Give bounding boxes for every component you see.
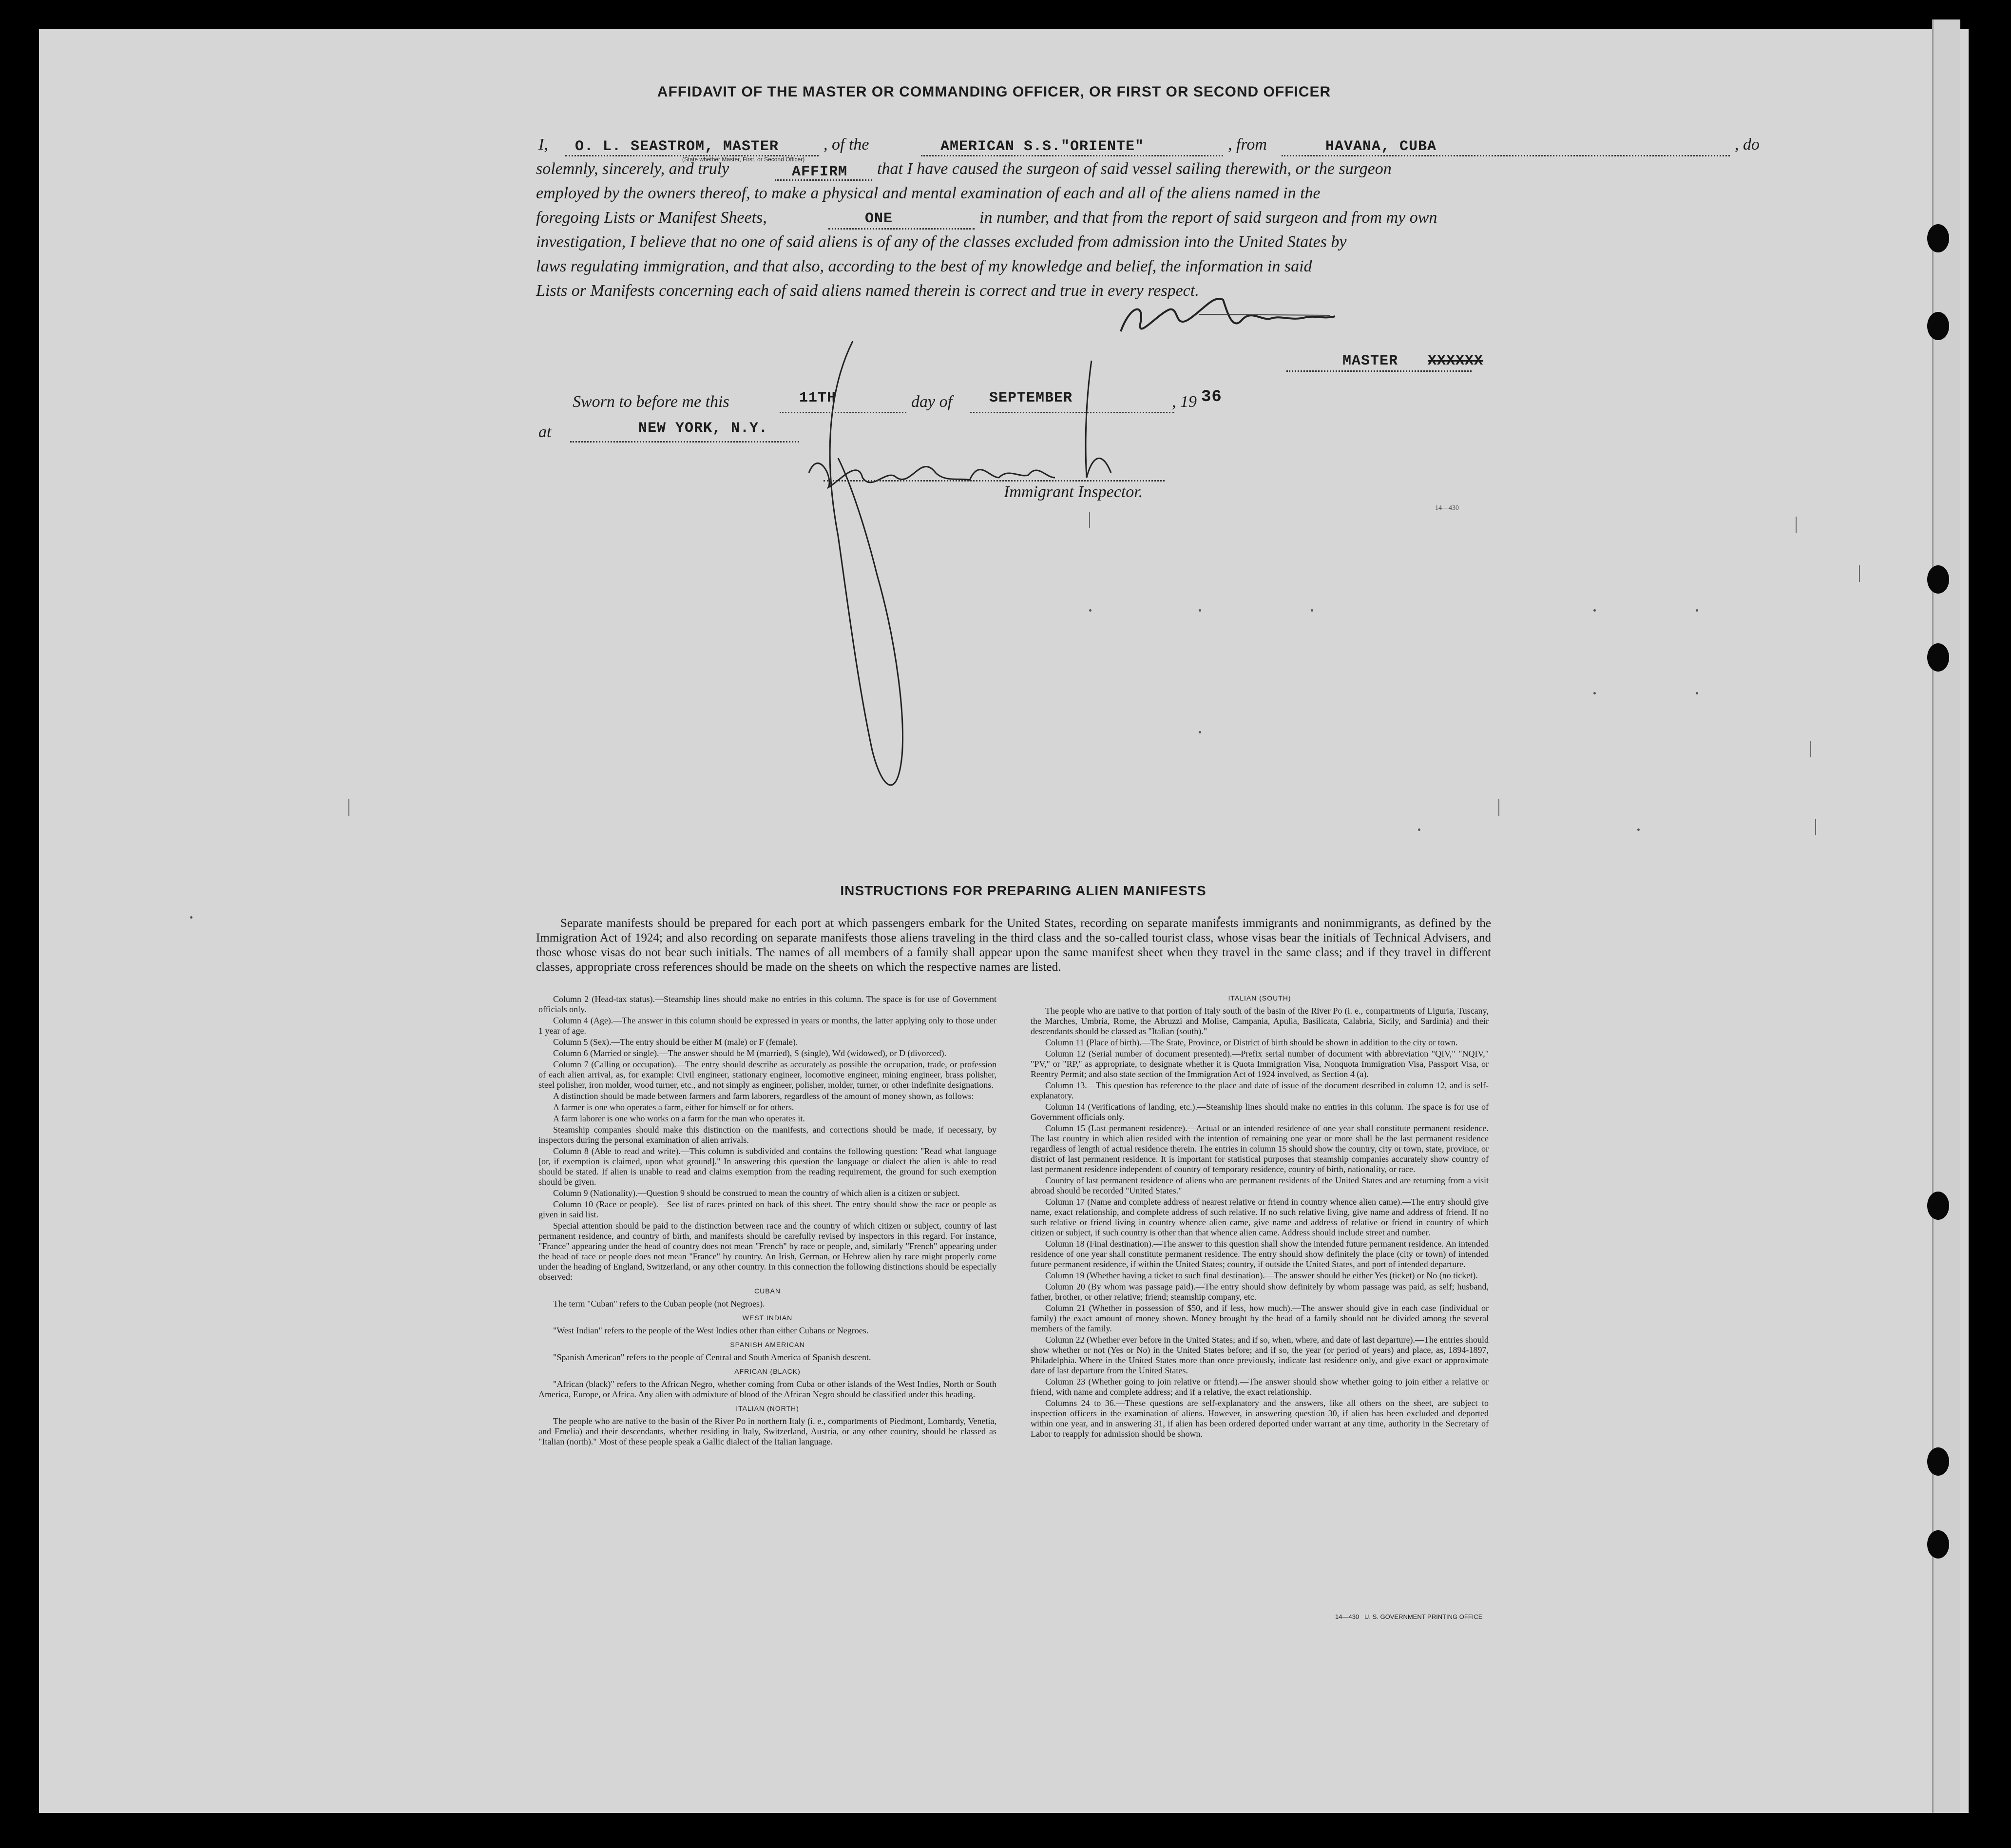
instruction-paragraph: Column 2 (Head-tax status).—Steamship lines should make no entries in this column. The space is for use of Government officials only. [538,994,996,1014]
instruction-paragraph: A farm laborer is one who works on a farm for the man who operates it. [553,1114,805,1123]
count-line [828,228,975,230]
instruction-paragraph: "African (black)" refers to the African Negro, whether coming from Cuba or other islands of the West Indies, North or South America, Europe, or Africa. Any alien with admixture of blood of the African Negro should be classified under this heading. [538,1379,996,1399]
section-heading: SPANISH AMERICAN [730,1341,805,1348]
bleed-mark [1637,828,1640,831]
instruction-paragraph: Column 13.—This question has reference to the place and date of issue of the document described in column 12, and is self-explanatory. [1031,1080,1489,1100]
bleed-mark [1810,741,1811,757]
ship-line [921,155,1223,156]
text-line7: Lists or Manifests concerning each of said aliens named therein is correct and true in every respect. [536,282,1199,300]
bleed-mark [1696,692,1698,694]
text-line6: laws regulating immigration, and that also, according to the best of my knowledge and belief, the information in said [536,257,1312,275]
bleed-mark [1815,819,1816,835]
sworn-place: NEW YORK, N.Y. [638,420,768,437]
instruction-paragraph: Column 14 (Verifications of landing, etc.).—Steamship lines should make no entries in this column. The space is for use of Government officials only. [1031,1102,1489,1122]
rank-line [1286,370,1472,372]
instruction-paragraph: The people who are native to the basin of the River Po in northern Italy (i. e., compartments of Piedmont, Lombardy, Venetia, and Emelia) and their descendants, whether residing in Italy, Switzerland, Austria, or any other country, should be classed as "Italian (north)." Most of these people speak a Gallic dialect of the Italian language. [538,1416,996,1446]
instruction-paragraph: Column 19 (Whether having a ticket to such final destination).—The answer should be either Yes (ticket) or No (no ticket). [1045,1270,1478,1280]
bleed-mark [1311,609,1313,612]
instruction-paragraph: "West Indian" refers to the people of the West Indies other than either Cubans or Negroes. [553,1326,869,1335]
instruction-paragraph: Columns 24 to 36.—These questions are self-explanatory and the answers, like all others on the sheet, are subject to inspection officers in the examination of aliens. However, in answering question 30, if alien has been excluded and deported within one year, and in answering 31, if alien has been ordered deported under warrant at any time, authority in the Secretary of Labor to reapply for admission should be shown. [1031,1398,1489,1439]
text-from: , from [1228,135,1267,154]
form-number: 14—430 [1435,504,1459,512]
text-do: , do [1735,135,1760,154]
officer-note: (State whether Master, First, or Second Officer) [682,156,805,163]
inspector-signature [799,331,1189,819]
bleed-mark [1696,609,1698,612]
section-heading: AFRICAN (BLACK) [734,1367,801,1375]
affidavit-title: AFFIDAVIT OF THE MASTER OR COMMANDING OFFICER, OR FIRST OR SECOND OFFICER [657,84,1331,100]
instruction-paragraph: Column 4 (Age).—The answer in this column should be expressed in years or months, the latter applying only to those under 1 year of age. [538,1016,996,1036]
bleed-mark [1498,799,1499,816]
section-heading: ITALIAN (NORTH) [736,1405,799,1412]
instruction-paragraph: Column 8 (Able to read and write).—This column is subdivided and contains the following question: "Read what language [or, if exemption is claimed, upon what ground]." In answering this question the language or dialect the alien is able to read should be stated. If alien is unable to read and claims exemption from the reading requirement, the ground for such exemption should be given. [538,1146,996,1187]
text-year-prefix: , 19 [1172,393,1197,411]
instruction-paragraph: Country of last permanent residence of aliens who are permanent residents of the United States and are returning from a visit abroad should be recorded "United States." [1031,1175,1489,1195]
sworn-year: 36 [1201,388,1222,406]
punch-hole [1927,1447,1949,1476]
punch-hole [1927,565,1949,594]
bleed-mark [1593,609,1596,612]
text-day-of: day of [911,393,953,411]
punch-hole [1927,312,1949,340]
instruction-paragraph: Column 5 (Sex).—The entry should be either M (male) or F (female). [553,1037,798,1047]
instruction-paragraph: Special attention should be paid to the distinction between race and the country of which citizen or subject, country of last permanent residence, and country of birth, and manifests should be carefully revised by inspectors in this regard. For instance, "France" appearing under the head of country does not mean "French" by race or people, and, similarly "French" appearing under the head of race or people does not mean "France" by country. An Irish, German, or Hebrew alien by race might properly come under the heading of England, Switzerland, or any other country. In this connection the following distinctions should be especially observed: [538,1221,996,1282]
inspector-title: Immigrant Inspector. [1004,483,1143,501]
instructions-intro: Separate manifests should be prepared for each port at which passengers embark for the United States, recording on separate manifests immigrants and nonimmigrants, as defined by the Immigration Act of 1924; and also recording on separate manifests those aliens traveling in the third class and the so-called tourist class, whose visas bear the initials of Technical Advisers, and those whose visas do not bear such initials. The names of all members of a family shall appear upon the same manifest sheet when they travel in the same class; and if they travel in different classes, appropriate cross references should be made on the sheets on which the respective names are listed. [536,917,1491,974]
rank-struck: XXXXXX [1428,353,1484,369]
instructions-left-column [538,994,996,1447]
bleed-mark [1796,517,1797,533]
master-name: O. L. SEASTROM, MASTER [575,138,779,155]
instruction-paragraph: Column 17 (Name and complete address of nearest relative or friend in country whence alien came).—The entry should give name, exact relationship, and complete address of such relative. If no such relative living, give name and address of friend. If no such relative or friend living in country whence alien came, give name and address of relative or friend in country of which citizen or subject, if such country is other than that whence alien came. Address should include street and number. [1031,1197,1489,1237]
punch-hole [1927,224,1949,252]
footer-form-number: 14—430 [1335,1613,1360,1620]
bleed-mark [1199,731,1201,733]
instruction-paragraph: A distinction should be made between farmers and farm laborers, regardless of the amount of money shown, as follows: [553,1091,974,1101]
instruction-paragraph: Steamship companies should make this distinction on the manifests, and corrections should be made, if necessary, by inspectors during the personal examination of alien arrivals. [538,1125,996,1145]
instruction-paragraph: The term "Cuban" refers to the Cuban people (not Negroes). [553,1299,765,1309]
text-foregoing: foregoing Lists or Manifest Sheets, [536,209,767,227]
instruction-paragraph: Column 20 (By whom was passage paid).—The entry should show definitely by whom passage was paid, as self; husband, father, brother, or other relative; friend; steamship company, etc. [1031,1282,1489,1302]
instruction-paragraph: A farmer is one who operates a farm, either for himself or for others. [553,1102,794,1112]
place-line [570,441,799,443]
bleed-mark [1418,828,1420,831]
section-heading: CUBAN [754,1287,781,1295]
punch-hole [1927,1530,1949,1559]
instruction-paragraph: Column 12 (Serial number of document presented).—Prefix serial number of document with abbreviation "QIV," "NQIV," "PV," or "RP," as appropriate, to designate whether it is Quota Immigration Visa, Nonquota Immigration Visa, Passport Visa, or Reentry Permit; and also state section of the Immigration Act of 1924 involved, as Section 4 (a). [1031,1049,1489,1079]
instruction-paragraph: Column 21 (Whether in possession of $50, and if less, how much).—The answer should give in each case (individual or family) the exact amount of money shown. Money brought by the head of a family should not be divided among the several members of the family. [1031,1303,1489,1333]
bleed-mark [1593,692,1596,694]
text-at: at [538,423,552,441]
text-solemnly: solemnly, sincerely, and truly [536,160,729,178]
text-of-the: , of the [824,135,869,154]
instruction-paragraph: Column 11 (Place of birth).—The State, Province, or District of birth should be shown in addition to the city or town. [1045,1038,1458,1047]
bleed-mark [1859,565,1860,582]
oath-type: AFFIRM [792,164,848,180]
bleed-mark [348,799,349,816]
sworn-day: 11TH [799,390,837,406]
instruction-paragraph: Column 22 (Whether ever before in the United States; and if so, when, where, and date of last departure).—The entries should show whether or not (Yes or No) in the United States before; and if so, the year (or period of years) and place, as, 1894-1897, Philadelphia. Where in the United States more than once previously, indicate last residence only, and give exact or approximate date of last departure from the United States. [1031,1335,1489,1375]
printing-office: U. S. GOVERNMENT PRINTING OFFICE [1364,1613,1483,1620]
bleed-mark [1199,609,1201,612]
text-in-number: in number, and that from the report of said surgeon and from my own [979,209,1437,227]
instructions-right-column [1031,994,1489,1440]
bleed-mark [1089,609,1092,612]
bleed-mark [190,916,192,919]
punch-hole [1927,1192,1949,1220]
sworn-month: SEPTEMBER [989,390,1073,406]
instruction-paragraph: Column 10 (Race or people).—See list of races printed on back of this sheet. The entry should show the race or people as given in said list. [538,1199,996,1219]
instructions-title: INSTRUCTIONS FOR PREPARING ALIEN MANIFESTS [840,883,1207,898]
section-heading: WEST INDIAN [742,1314,793,1322]
text-sworn: Sworn to before me this [573,393,729,411]
instruction-paragraph: Column 18 (Final destination).—The answer to this question shall show the intended future permanent residence. An intended residence of one year shall constitute permanent residence. The entry should show definitely the place (city or town) of intended future permanent residence, if within the United States; country, if outside the United States, and port of intended departure. [1031,1239,1489,1269]
instruction-paragraph: Column 7 (Calling or occupation).—The entry should describe as accurately as possible the occupation, trade, or profession of each alien arrival, as, for example: Civil engineer, stationary engineer, locomotive engineer, mining engineer, brass polisher, steel polisher, iron molder, wood turner, etc., and not simply as engineer, polisher, molder, turner, or other indefinite designations. [538,1059,996,1090]
rank: MASTER [1342,353,1398,369]
punch-hole [1927,643,1949,672]
sheet-count: ONE [865,211,893,227]
text-line2: that I have caused the surgeon of said vessel sailing therewith, or the surgeon [877,160,1392,178]
instruction-paragraph: Column 6 (Married or single).—The answer should be M (married), S (single), Wd (widowed), or D (divorced). [553,1048,946,1058]
text-i: I, [538,135,548,154]
instruction-paragraph: Column 23 (Whether going to join relative or friend).—The answer should show whether going to join either a relative or friend, with name and complete address; and if a relative, the exact relationship. [1031,1377,1489,1397]
instruction-paragraph: Column 15 (Last permanent residence).—Actual or an intended residence of one year shall constitute permanent residence. The last country in which alien resided with the intention of remaining one year or more shall be the last permanent residence regardless of length of actual residence therein. The entries in column 15 should show the country, city or town, state, province, or district of last permanent residence. It is important for statistical purposes that steamship companies accurately show country of last permanent residence independent of country of temporary residence, country of birth, nationality, or race. [1031,1123,1489,1174]
port-line [1282,155,1730,156]
instruction-paragraph: "Spanish American" refers to the people of Central and South America of Spanish descent. [553,1352,871,1362]
bleed-mark [1089,512,1090,528]
departure-port: HAVANA, CUBA [1325,138,1437,155]
ship-name: AMERICAN S.S."ORIENTE" [940,138,1145,155]
text-line3: employed by the owners thereof, to make a physical and mental examination of each and all of the aliens named in the [536,184,1321,202]
instruction-paragraph: The people who are native to that portion of Italy south of the basin of the River Po (i. e., compartments of Liguria, Tuscany, the Marches, Umbria, Rome, the Abruzzi and Molise, Campania, Apulia, Basilicata, Calabria, Sicily, and Sardinia) and their descendants should be classed as "Italian (south)." [1031,1006,1489,1036]
section-heading: ITALIAN (SOUTH) [1228,994,1291,1002]
text-line5: investigation, I believe that no one of said aliens is of any of the classes excluded from admission into the United States by [536,233,1347,251]
instruction-paragraph: Column 9 (Nationality).—Question 9 should be construed to mean the country of which alien is a citizen or subject. [553,1188,960,1198]
